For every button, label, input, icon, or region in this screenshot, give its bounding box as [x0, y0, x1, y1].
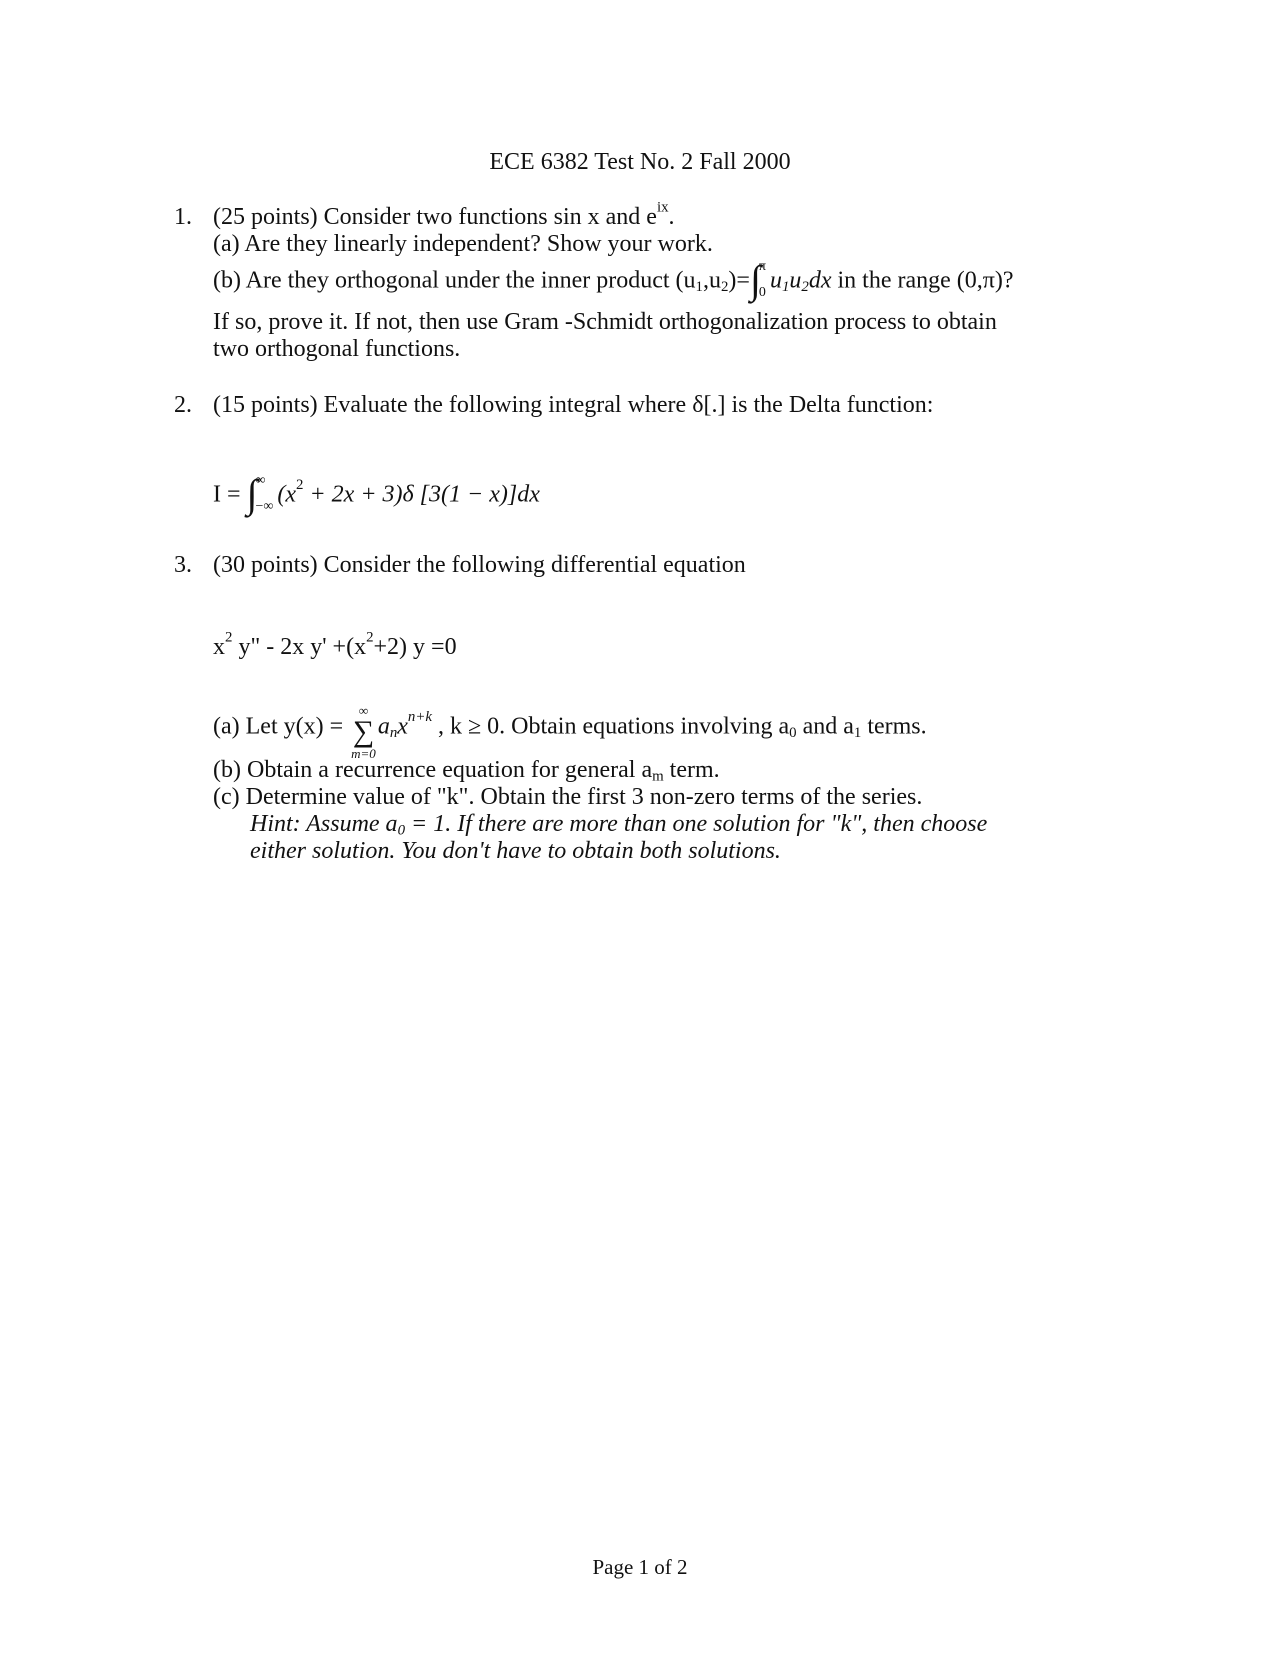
- q3-number: 3.: [174, 552, 192, 578]
- page-title: ECE 6382 Test No. 2 Fall 2000: [489, 149, 791, 175]
- q2-number: 2.: [174, 392, 192, 418]
- q3-part-a: (a) Let y(x) = ∞ ∑ m=0 $a_nx^{n+k}$ , k ≥ 0. Obtain equations involving $a_0$ and $a_1$ terms.: [213, 703, 927, 761]
- q1-part-b: (b) Are they orthogonal under the inner product $(u_1,u_2)=\int$ π 0 $u_1u_2dx$ in the range (0,π)?: [213, 257, 1014, 302]
- q2-text: (15 points) Evaluate the following integral where δ[.] is the Delta function:: [213, 392, 934, 418]
- q1-text: (25 points) Consider two functions sin x and $e^{ix}$.: [213, 199, 675, 230]
- q3-part-b: (b) Obtain a recurrence equation for general $a_m$ term.: [213, 757, 720, 785]
- q3-hint-line2: either solution. You don't have to obtain both solutions.: [250, 838, 781, 864]
- integral-sign: ∫: [246, 471, 258, 516]
- integral-limits: π 0: [758, 259, 766, 300]
- q1-part-c-line1: If so, prove it. If not, then use Gram -Schmidt orthogonalization process to obtain: [213, 309, 997, 335]
- q3-hint-line1: Hint: Assume $a_0 = 1$. If there are more than one solution for "k", then choose: [250, 811, 988, 839]
- q3-text: (30 points) Consider the following differential equation: [213, 552, 746, 578]
- sigma-icon: ∑: [352, 715, 375, 748]
- q1-number: 1.: [174, 204, 192, 230]
- summation: ∞ ∑ m=0: [351, 703, 376, 761]
- integral-limits: ∞ −∞: [255, 473, 274, 514]
- q2-equation: I = ∫ ∞ −∞ $(x^2 + 2x + 3)\delta$ [3(1 − x)]dx: [213, 471, 540, 516]
- page-footer: Page 1 of 2: [592, 1555, 688, 1579]
- integral-sign: ∫: [749, 257, 761, 302]
- q3-part-c: (c) Determine value of "k". Obtain the first 3 non-zero terms of the series.: [213, 784, 923, 810]
- q1-part-a: (a) Are they linearly independent? Show your work.: [213, 231, 713, 257]
- q3-differential-equation: $x^2$ y" - 2x $y' +(x^2+2)$ y =0: [213, 629, 457, 660]
- q1-part-c-line2: two orthogonal functions.: [213, 336, 461, 362]
